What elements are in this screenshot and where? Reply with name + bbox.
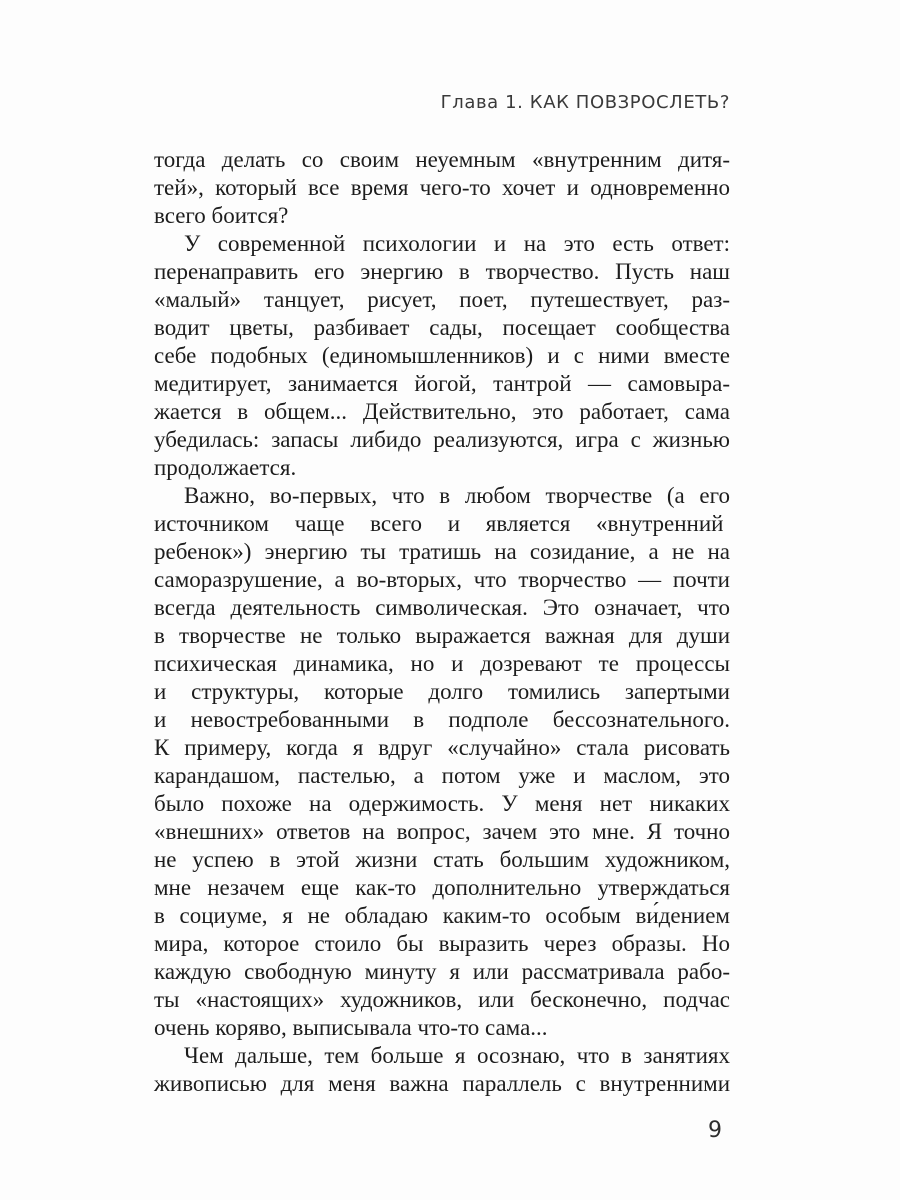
text-line	[154, 762, 730, 790]
text-line	[154, 454, 730, 482]
text-line-content: было похоже на одержимость. У меня нет никаких	[154, 791, 730, 816]
body-text	[154, 146, 730, 1098]
text-line	[154, 846, 730, 874]
text-line	[154, 230, 730, 258]
text-line-content: источником чаще всего и является «внутренний	[154, 511, 724, 536]
text-line	[154, 482, 730, 510]
text-line	[154, 650, 730, 678]
text-line	[154, 146, 730, 174]
text-line-content: себе подобных (единомышленников) и с ними вместе	[154, 343, 730, 368]
text-line-content: Важно, во-первых, что в любом творчестве (а его	[184, 483, 730, 508]
text-line-content: всегда деятельность символическая. Это означает, что	[154, 595, 730, 620]
text-line	[154, 342, 730, 370]
text-line-content: и структуры, которые долго томились запертыми	[154, 679, 730, 704]
text-line	[154, 678, 730, 706]
text-line-content: и невостребованными в подполе бессознательного.	[154, 707, 730, 732]
text-line-content: саморазрушение, а во-вторых, что творчество — почти	[154, 567, 730, 592]
text-line-content: тогда делать со своим неуемным «внутренним дитя-	[154, 147, 730, 172]
text-line-content: Чем дальше, тем больше я осознаю, что в занятиях	[184, 1043, 730, 1068]
text-line	[154, 986, 730, 1014]
text-line-content: всего боится?	[154, 203, 289, 228]
text-line	[154, 874, 730, 902]
page-number: 9	[708, 1118, 722, 1143]
text-line	[154, 566, 730, 594]
text-line-content: не успею в этой жизни стать большим художником,	[154, 847, 730, 872]
text-line-content: живописью для меня важна параллель с внутренними	[154, 1071, 730, 1096]
text-line	[154, 594, 730, 622]
text-line	[154, 706, 730, 734]
text-line-content: убедилась: запасы либидо реализуются, игра с жизнью	[154, 427, 730, 452]
text-line	[154, 426, 730, 454]
text-line	[154, 1014, 730, 1042]
text-line-content: водит цветы, разбивает сады, посещает сообщества	[154, 315, 730, 340]
running-header: Глава 1. КАК ПОВЗРОСЛЕТЬ?	[440, 92, 730, 113]
text-line-content: мира, которое стоило бы выразить через образы. Но	[154, 931, 730, 956]
text-line-content: в творчестве не только выражается важная для души	[154, 623, 730, 648]
text-line	[154, 902, 730, 930]
text-line	[154, 370, 730, 398]
text-line-content: карандашом, пастелью, а потом уже и маслом, это	[154, 763, 730, 788]
text-line	[154, 258, 730, 286]
text-line-content: У современной психологии и на это есть ответ:	[184, 231, 730, 256]
text-line-content: «малый» танцует, рисует, поет, путешествует, раз-	[154, 287, 730, 312]
text-line	[154, 1070, 730, 1098]
text-line	[154, 734, 730, 762]
text-line-content: тей», который все время чего-то хочет и одновременно	[154, 175, 730, 200]
text-line-content: К примеру, когда я вдруг «случайно» стала рисовать	[154, 735, 730, 760]
text-line-content: психическая динамика, но и дозревают те процессы	[154, 651, 730, 676]
text-line-content: в социуме, я не обладаю каким-то особым ви́дением	[154, 903, 730, 928]
text-line-content: ты «настоящих» художников, или бесконечно, подчас	[154, 987, 730, 1012]
text-line-content: очень коряво, выписывала что-то сама...	[154, 1015, 548, 1040]
text-line	[154, 538, 730, 566]
text-line-content: ребенок») энергию ты тратишь на созидание, а не на	[154, 539, 730, 564]
text-line	[154, 930, 730, 958]
text-line-content: жается в общем... Действительно, это работает, сама	[154, 399, 730, 424]
text-line	[154, 958, 730, 986]
text-line	[154, 174, 730, 202]
text-line	[154, 790, 730, 818]
text-line-content: перенаправить его энергию в творчество. Пусть наш	[154, 259, 730, 284]
text-line-content: каждую свободную минуту я или рассматривала рабо-	[154, 959, 730, 984]
text-line	[154, 286, 730, 314]
text-line	[154, 202, 730, 230]
text-line-content: медитирует, занимается йогой, тантрой — самовыра-	[154, 371, 730, 396]
text-line-content: «внешних» ответов на вопрос, зачем это мне. Я точно	[154, 819, 730, 844]
text-line	[154, 314, 730, 342]
text-line	[154, 1042, 730, 1070]
text-line	[154, 622, 730, 650]
text-line	[154, 818, 730, 846]
text-line-content: мне незачем еще как-то дополнительно утверждаться	[154, 875, 730, 900]
text-line	[154, 510, 730, 538]
text-line-content: продолжается.	[154, 455, 297, 480]
text-line	[154, 398, 730, 426]
